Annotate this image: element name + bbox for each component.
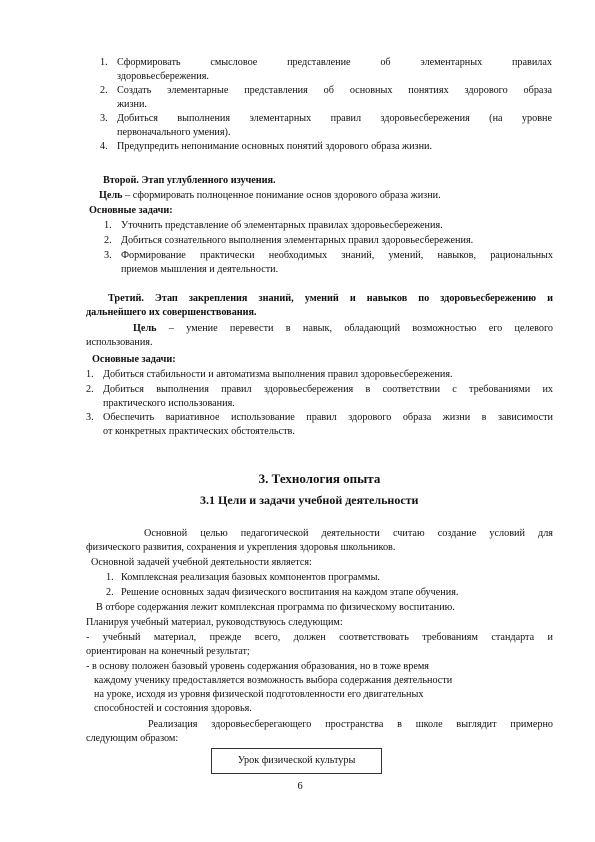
list-number: 1. [86,369,94,380]
list-item [104,219,553,234]
list-text: от конкретных практических обстоятельств. [103,426,295,437]
list-text: Добиться выполнения элементарных правил здоровьесбережения (на уровне [117,113,552,124]
list-item [100,56,552,84]
list-number: 2. [104,235,112,246]
paragraph-line: ориентирован на конечный результат; [86,646,250,657]
list-item [86,411,553,439]
stage3-title-line: Третий. Этап закрепления знаний, умений и навыков по здоровьесбережению и [108,293,553,304]
page-number: 6 [297,781,303,792]
list-item [106,586,553,601]
stage2-title: Второй. Этап углубленного изучения. [103,175,276,186]
stage3-tasks-label: Основные задачи: [92,354,176,365]
goal-text: – сформировать полноценное понимание основ здорового образа жизни. [122,190,441,201]
list-text: Решение основных задач физического воспитания на каждом этапе обучения. [121,587,459,598]
list-number: 4. [100,141,108,152]
list-text: Обеспечить вариативное использование правил здорового образа жизни в зависимости [103,412,553,423]
list-text: жизни. [117,99,147,110]
stage3-goal [86,322,553,350]
list-text: Добиться выполнения правил здоровьесбережения в соответствии с требованиями их [103,384,553,395]
paragraph-line: каждому ученику предоставляется возможность выбора содержания деятельности [94,675,453,686]
list-text: первоначального умения). [117,127,231,138]
list-number: 1. [100,57,108,68]
paragraph-line: Реализация здоровьесберегающего пространства в школе выглядит примерно [148,719,553,730]
list-number: 3. [104,250,112,261]
stage3-title-line: дальнейшего их совершенствования. [86,307,257,318]
goal-line [86,322,553,336]
goal-label: Цель [99,190,123,201]
list-item [100,84,552,112]
section-subheading: 3.1 Цели и задачи учебной деятельности [200,493,419,507]
list-text: Сформировать смысловое представление об элементарных правилах [117,57,552,68]
body-paragraph: Планируя учебный материал, руководствуюсь следующим: [86,617,343,628]
list-text: Добиться сознательного выполнения элементарных правил здоровьесбережения. [121,235,474,246]
list-text: Добиться стабильности и автоматизма выполнения правил здоровьесбережения. [103,369,453,380]
paragraph-line: - учебный материал, прежде всего, должен соответствовать требованиям стандарта и [86,632,553,643]
list-text: Предупредить непонимание основных понятий здорового образа жизни. [117,141,433,152]
list-number: 3. [100,113,108,124]
list-number: 2. [100,85,108,96]
list-item [100,112,552,140]
stage2-tasks-label: Основные задачи: [89,205,173,216]
list-item [100,140,552,154]
body-paragraph: В отборе содержания лежит комплексная программа по физическому воспитанию. [96,602,455,613]
section-heading: 3. Технология опыта [258,471,381,486]
goal-text: – умение перевести в навык, обладающий возможностью его целевого [156,323,553,334]
goal-label: Цель [133,323,157,334]
list-item [86,368,553,383]
list-text: Формирование практически необходимых знаний, умений, навыков, рациональных [121,250,553,261]
stage1-task-list [100,56,552,154]
list-text: Создать элементарные представления об основных понятиях здорового образа [117,85,552,96]
stage2-task-list [104,219,553,277]
list-number: 1. [106,572,114,583]
paragraph-line: Основной целью педагогической деятельности считаю создание условий для [144,528,553,539]
lesson-box: Урок физической культуры [211,748,382,774]
body-task-list [106,571,553,601]
list-item [86,383,553,411]
stage3-task-list [86,368,553,439]
stage3-title [86,292,553,320]
list-text: практического использования. [103,398,235,409]
list-number: 1. [104,220,112,231]
list-item [104,249,553,277]
list-number: 2. [86,384,94,395]
list-item [104,234,553,249]
paragraph-line: на уроке, исходя из уровня физической подготовленности его двигательных [94,689,424,700]
goal-line: использования. [86,337,153,348]
body-dash-item [86,631,553,659]
paragraph-line: способностей и состояния здоровья. [94,703,252,714]
list-text: Комплексная реализация базовых компонентов программы. [121,572,380,583]
paragraph-line: следующим образом: [86,733,179,744]
list-text: Уточнить представление об элементарных правилах здоровьесбережения. [121,220,443,231]
list-text: здоровьесбережения. [117,71,209,82]
stage2-goal [99,189,559,203]
list-item [106,571,553,586]
paragraph-line: - в основу положен базовый уровень содержания образования, но в тоже время [86,661,429,672]
body-paragraph [86,527,553,555]
paragraph-line: физического развития, сохранения и укрепления здоровья школьников. [86,542,396,553]
list-text: приемов мышления и деятельности. [121,264,279,275]
list-number: 2. [106,587,114,598]
list-number: 3. [86,412,94,423]
body-dash-item [86,660,553,716]
body-paragraph: Основной задачей учебной деятельности является: [91,557,312,568]
body-paragraph [86,718,553,746]
